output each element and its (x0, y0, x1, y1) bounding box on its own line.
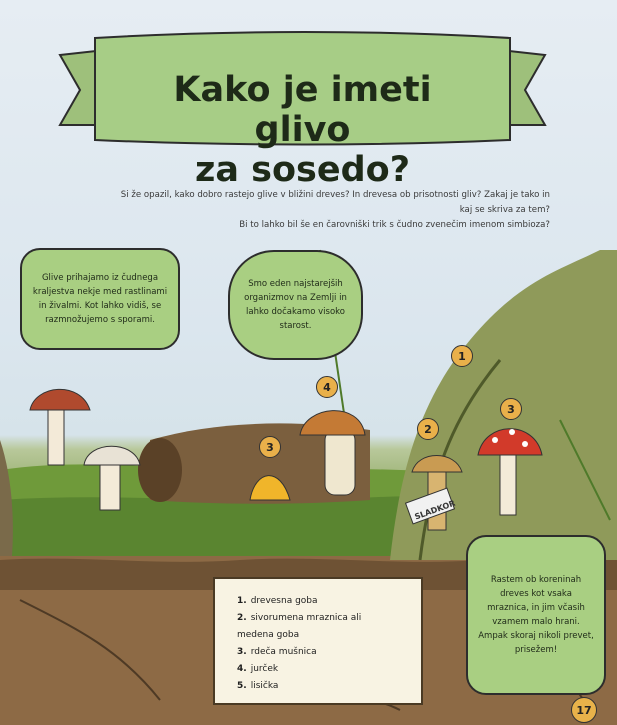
legend-item: 3. rdeča mušnica (237, 647, 317, 657)
intro-text: Si že opazil, kako dobro rastejo glive v bližini dreves? In drevesa ob prisotnosti gliv? Zakaj je tako in kaj se skriva za tem? Bi to lahko bil še en čarovniški trik s čudno zvenečim imenom simbioza? (120, 190, 550, 230)
page-number: 17 (571, 697, 597, 723)
legend-item: 1. drevesna goba (237, 596, 318, 606)
speech-bubble-left: Glive prihajamo iz čudnega kraljestva nekje med rastlinami in živalmi. Kot lahko vidiš, se razmnožujemo s sporami. (20, 248, 180, 350)
pin-3-chanterelle: 3 (259, 436, 281, 458)
pin-4: 4 (316, 376, 338, 398)
legend-item: 4. jurček (237, 664, 279, 674)
pin-2: 2 (417, 418, 439, 440)
speech-bubble-right: Rastem ob koreninah dreves kot vsaka mraznica, in jim včasih vzamem malo hrani. Ampak skoraj nikoli prevet, prisežem! (466, 535, 606, 695)
legend-item: 5. lisička (237, 681, 279, 691)
mushroom-left (30, 389, 90, 465)
sugar-sign: SLADKOR (413, 498, 457, 522)
speech-bubble-middle: Smo eden najstarejših organizmov na Zemlji in lahko dočakamo visoko starost. (228, 250, 363, 360)
title-banner (50, 30, 555, 190)
pin-1: 1 (451, 345, 473, 367)
pin-3-fly-agaric: 3 (500, 398, 522, 420)
mushroom-legend (213, 577, 423, 705)
page-title: Kako je imeti glivo za sosedo? (173, 70, 432, 190)
legend-item: 2. sivorumena mraznica ali medena goba (237, 613, 362, 640)
